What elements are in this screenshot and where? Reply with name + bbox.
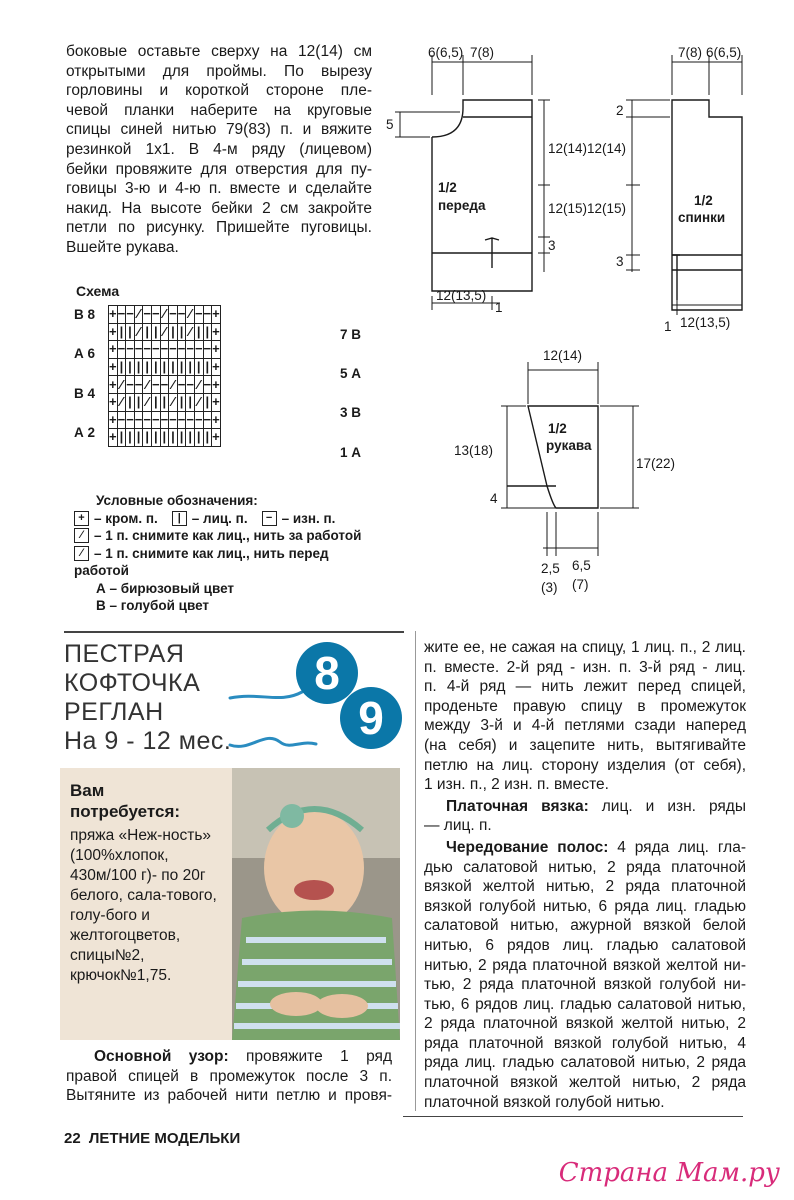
page-footer (64, 1130, 240, 1147)
stripes-line: нитью, 6 рядов лиц. гладью салатовой (424, 936, 746, 954)
materials-line: хлопок, 430 (70, 847, 169, 884)
back-dim-left-1: 12(14) (587, 141, 627, 156)
sleeve-dim-bottom-a2: (3) (541, 580, 558, 595)
pattern-text: провяжите 1 ряд (246, 1048, 392, 1065)
chart-cell: + (109, 376, 117, 392)
intro-line: спицы синей нитью 79(83) п. и вяжите (66, 121, 372, 139)
chart-cell: − (151, 376, 160, 392)
chart-cell: | (177, 323, 186, 341)
size-badge-8: 8 (296, 642, 358, 704)
chart-cell: | (160, 358, 169, 376)
chart-cell: + (109, 359, 117, 375)
chart-left-label: А 2 (74, 425, 96, 441)
intro-line: говицы 3-ю и 4-ю п. вместе и сделайте (66, 180, 372, 198)
front-dim-right-2: 12(15) (548, 201, 588, 216)
legend-text: – 1 п. снимите как лиц., нить перед (94, 545, 329, 561)
intro-line: петли по рисунку. Пришейте пуговицы. (66, 219, 372, 237)
chart-cell: | (169, 323, 178, 341)
chart-cell: | (117, 429, 126, 447)
chart-cell: + (109, 411, 117, 427)
chart-cell: + (212, 323, 220, 339)
chart-cell: + (109, 429, 117, 445)
chart-cell: | (126, 323, 135, 341)
title-line: ПЕСТРАЯ (64, 640, 185, 668)
chart-cell: + (212, 429, 220, 445)
knit-stitch-symbol: | (172, 511, 187, 526)
chart-cell: − (134, 411, 143, 427)
front-dim-side: 5 (386, 117, 394, 132)
legend-text: работой (74, 563, 129, 578)
purl-stitch-symbol: − (262, 511, 277, 526)
chart-cell: − (151, 411, 160, 427)
sleeve-dim-cuff: 4 (490, 491, 498, 506)
pattern-line: правой спицей в промежуток после 3 п. (66, 1067, 392, 1085)
stripes-line: салатовой нитью, ажурной вязкой белой (424, 917, 746, 935)
right-column-line: петлю на лиц. сторону изделия (от себя), (424, 756, 746, 774)
stripes-line: платочной вязкой голубой нитью. (424, 1093, 665, 1111)
pattern-main-text (66, 1047, 392, 1106)
right-column-line: жите ее, не сажая на спицу, 1 лиц. п., 2 лиц. (424, 639, 746, 656)
chart-cell: | (186, 429, 195, 447)
chart-cell: | (203, 323, 212, 341)
magazine-title: ЛЕТНИЕ МОДЕЛЬКИ (88, 1130, 241, 1147)
materials-line: №2, крючок (70, 947, 145, 984)
chart-cell: | (126, 358, 135, 376)
back-dim-left-3: 3 (616, 254, 624, 269)
chart-cell: | (151, 358, 160, 376)
title-line: РЕГЛАН (64, 698, 164, 726)
chart-left-label: А 6 (74, 346, 96, 362)
chart-cell: − (160, 376, 169, 392)
chart-cell: | (134, 358, 143, 376)
chart-cell: | (194, 323, 203, 341)
chart-cell: ⁄ (194, 393, 203, 411)
baby-photo (232, 768, 400, 1040)
chart-cell: ⁄ (143, 393, 152, 411)
chart-cell: − (169, 411, 177, 427)
back-dim-bottom: 12(13,5) (680, 315, 731, 330)
legend-text: – 1 п. снимите как лиц., нить за работой (94, 528, 362, 543)
chart-cell: | (134, 429, 143, 447)
chart-cell: | (203, 393, 212, 411)
sleeve-dim-top: 12(14) (543, 348, 583, 363)
title-line: КОФТОЧКА (64, 669, 201, 697)
back-label-1: 1/2 (694, 193, 713, 208)
stripes-line: вязкой голубой нитью, 6 ряда лиц. гладью (424, 897, 746, 915)
chart-cell: − (126, 411, 134, 427)
back-label-2: спинки (678, 210, 726, 225)
front-dim-top-left: 6(6,5) (428, 45, 464, 60)
chart-cell: − (117, 306, 126, 322)
stripes-line: ряда платочной вязкой голубой нитью, 4 (424, 1034, 746, 1052)
chart-cell: ⁄ (186, 306, 195, 324)
right-column-line: между 3-й и 4-й петлями сзади наперед (424, 717, 746, 735)
chart-cell: | (177, 393, 186, 411)
chart-cell: − (177, 411, 186, 427)
chart-cell: + (109, 306, 117, 322)
legend-text: – лиц. п. (191, 510, 248, 526)
chart-cell: − (126, 376, 134, 392)
garter-text: лиц. и изн. ряды (601, 797, 746, 815)
back-dim-left-2: 12(15) (587, 201, 627, 216)
stripes-line: вязкой желтой нитью, 2 ряда платочной (424, 878, 746, 896)
chart-cell: − (117, 341, 126, 357)
front-dim-bottom-small: 1 (495, 300, 503, 315)
materials-line: пряжа «Неж- (70, 827, 163, 844)
materials-line: тового, голу- (70, 887, 217, 924)
front-dim-top-right: 7(8) (470, 45, 495, 60)
intro-line: боковые оставьте сверху на 12(14) см (66, 43, 372, 60)
chart-cell: | (143, 429, 152, 447)
chart-left-label: В 4 (74, 385, 96, 401)
chart-cell: − (134, 376, 143, 392)
back-dim-top-right: 6(6,5) (706, 45, 742, 60)
back-dim-top-left: 7(8) (678, 45, 703, 60)
materials-box (60, 768, 232, 1040)
chart-cell: − (194, 411, 203, 427)
front-dim-right-3: 3 (548, 238, 556, 253)
right-column-line: (на себя) и зацепите нить, вытягивайте (424, 736, 746, 754)
chart-cell: | (160, 429, 169, 447)
chart-cell: − (126, 341, 134, 357)
chart-cell: ⁄ (186, 323, 195, 341)
front-dim-bottom: 12(13,5) (436, 288, 487, 303)
chart-cell: − (126, 306, 134, 322)
chart-cell: − (160, 341, 169, 357)
chart-cell: − (143, 411, 151, 427)
sleeve-dim-bottom-b: 6,5 (572, 558, 591, 573)
chart-cell: ⁄ (117, 376, 126, 394)
chart-cell: − (186, 341, 194, 357)
chart-cell: | (169, 358, 178, 376)
chart-cell: | (117, 323, 126, 341)
materials-list (70, 826, 232, 986)
stripes-line: нитью, 2 ряда платочной вязкой желтой ни- (424, 956, 746, 974)
chart-cell: ⁄ (169, 376, 178, 394)
chart-cell: | (134, 393, 143, 411)
legend-text: – кром. п. (94, 510, 158, 526)
chart-cell: + (212, 306, 220, 322)
garter-line (424, 797, 746, 817)
materials-line: г белого, сала- (70, 867, 206, 904)
chart-cell: − (117, 411, 126, 427)
age-line: На 9 - 12 мес. (64, 727, 232, 755)
chart-cell: ⁄ (160, 323, 169, 341)
sleeve-label-1: 1/2 (548, 421, 567, 436)
right-column-line: проденьте правую спицу в промежуток (424, 697, 746, 715)
chart-cell: | (194, 358, 203, 376)
footer-divider (403, 1116, 743, 1117)
chart-cell: | (143, 358, 152, 376)
chart-cell: ⁄ (169, 393, 178, 411)
stripes-label: Чередование полос: (446, 838, 609, 856)
front-dim-right-1: 12(14) (548, 141, 588, 156)
chart-cell: + (212, 376, 220, 392)
chart-cell: + (109, 341, 117, 357)
chart-cell: − (203, 306, 212, 322)
chart-cell: | (143, 323, 152, 341)
chart-cell: − (160, 411, 169, 427)
chart-cell: | (160, 393, 169, 411)
stripes-line (424, 838, 746, 858)
chart-cell: | (186, 358, 195, 376)
chart-cell: + (212, 341, 220, 357)
stripes-line: 2 ряда платочной вязкой желтой нитью, 2 (424, 1015, 746, 1033)
materials-line: цветов, спицы (70, 927, 181, 964)
chart-cell: | (151, 393, 160, 411)
stripes-line: тью, 2 ряда платочной вязкой голубой ни- (424, 976, 746, 994)
chart-cell: − (203, 376, 212, 392)
back-dim-side: 2 (616, 103, 624, 118)
chart-cell: − (194, 341, 203, 357)
front-label-1: 1/2 (438, 180, 457, 195)
sleeve-dim-bottom-a: 2,5 (541, 561, 560, 576)
chart-cell: − (177, 376, 186, 392)
chart-left-label: В 8 (74, 307, 96, 322)
intro-line: открытыми для проймы. По вырезу (66, 62, 372, 80)
front-label-2: переда (438, 198, 486, 213)
chart-cell: − (134, 341, 143, 357)
right-column-text (424, 638, 746, 1112)
sleeve-label-2: рукава (546, 438, 592, 453)
chart-cell: ⁄ (194, 376, 203, 394)
chart-right-label: 7 В (340, 326, 362, 342)
pattern-label: Основной узор: (94, 1048, 229, 1065)
stripes-lines (424, 858, 746, 1113)
stripes-line: тью, 6 рядов лиц. гладью салатовой нитью, (424, 995, 746, 1013)
right-column-line: п. 4-й ряд — нить лежит перед спицей, (424, 678, 746, 696)
chart-cell: − (143, 341, 151, 357)
section-title (64, 640, 231, 756)
chart-cell: − (186, 411, 194, 427)
chart-cell: ⁄ (143, 376, 152, 394)
slip-back-symbol: ⁄ (74, 528, 89, 543)
chart-cell: | (203, 358, 212, 376)
chart-cell: + (212, 394, 220, 410)
chart-right-label: 3 В (340, 405, 362, 421)
chart-cell: − (151, 341, 160, 357)
chart-right-label: 5 А (340, 366, 362, 382)
chart-cell: ⁄ (117, 393, 126, 411)
page-number: 22 (64, 1130, 81, 1147)
materials-line: ность» (100% (70, 827, 212, 864)
stripes-text: 4 ряда лиц. гла- (617, 838, 746, 856)
chart-cell: − (203, 341, 212, 357)
chart-right-label: 1 А (340, 444, 362, 460)
chart-cell: | (151, 323, 160, 341)
chart-cell: − (186, 376, 194, 392)
garter-line: — лиц. п. (424, 817, 492, 835)
chart-cell: | (177, 358, 186, 376)
chart-cell: ⁄ (134, 323, 143, 341)
chart-cell: − (194, 306, 203, 322)
section-divider (64, 631, 404, 633)
chart-cell: − (203, 411, 212, 427)
pattern-line: Вытяните из рабочей нити петлю и провя- (66, 1087, 392, 1105)
chart-cell: | (117, 358, 126, 376)
legend-color-b: В – голубой цвет (96, 598, 210, 613)
legend-title: Условные обозначения: (96, 493, 258, 508)
chart-cell: + (109, 323, 117, 339)
chart-cell: − (169, 306, 177, 322)
materials-heading: Вам (70, 781, 105, 800)
chart-cell: − (143, 306, 151, 322)
stripes-line: ряда лиц. гладью салатовой нитью, 2 ряда (424, 1054, 746, 1072)
watermark-logo: Страна Мам.ру (558, 1158, 780, 1188)
materials-line: бого и желтого (70, 907, 150, 944)
chart-cell: ⁄ (134, 306, 143, 324)
back-dim-bottom-small: 1 (664, 319, 672, 334)
size-badge-9: 9 (340, 687, 402, 749)
legend-text: – изн. п. (281, 510, 336, 526)
intro-line: резинкой 1х1. В 4-м ряду (лицевом) (66, 140, 372, 158)
chart-cell: | (151, 429, 160, 447)
legend-color-a: А – бирюзовый цвет (96, 580, 235, 596)
pattern-line (66, 1047, 392, 1067)
chart-cell: | (186, 393, 195, 411)
chart-cell: + (212, 359, 220, 375)
chart-cell: + (109, 394, 117, 410)
intro-line: горловины и короткой стороне пле- (66, 82, 372, 100)
sleeve-dim-right: 17(22) (636, 456, 676, 471)
materials-heading: потребуется: (70, 802, 181, 821)
chart-cell: | (126, 429, 135, 447)
slip-front-symbol: ⁄ (74, 546, 89, 561)
chart-cell: − (177, 306, 186, 322)
schema-title: Схема (76, 283, 120, 299)
materials-line: №1,75. (120, 967, 172, 984)
sleeve-dim-bottom-b2: (7) (572, 577, 589, 592)
chart-cell: | (203, 429, 212, 447)
chart-cell: − (177, 341, 186, 357)
intro-line: бейки провяжите для отверстия для пу- (66, 160, 372, 178)
chart-cell: | (177, 429, 186, 447)
right-column-line: 1 изн. п., 2 изн. п. вместе. (424, 776, 609, 794)
edge-stitch-symbol: + (74, 511, 89, 526)
chart-cell: | (126, 393, 135, 411)
sleeve-dim-left: 13(18) (454, 443, 494, 458)
garter-label: Платочная вязка: (446, 797, 589, 815)
materials-line: м/100 г)- по 20 (95, 867, 200, 884)
chart-cell: − (151, 306, 160, 322)
baby-photo-illustration (232, 768, 400, 1040)
chart-cell: | (169, 429, 178, 447)
right-column-lines (424, 638, 746, 795)
chart-cell: − (169, 341, 177, 357)
chart-cell: ⁄ (160, 306, 169, 324)
intro-line: накид. На высоте бейки 2 см закройте (66, 199, 372, 217)
stripes-line: платочной вязкой желтой нитью, 2 ряда (424, 1074, 746, 1092)
intro-line: чевой планки наберите на круговые (66, 101, 372, 119)
intro-line: Вшейте рукава. (66, 238, 179, 256)
chart-cell: | (194, 429, 203, 447)
right-column-line: п. вместе. 2-й ряд - изн. п. 3-й ряд - лиц. (424, 658, 746, 676)
chart-cell: + (212, 411, 220, 427)
stripes-line: дью салатовой нитью, 2 ряда платочной (424, 858, 746, 876)
